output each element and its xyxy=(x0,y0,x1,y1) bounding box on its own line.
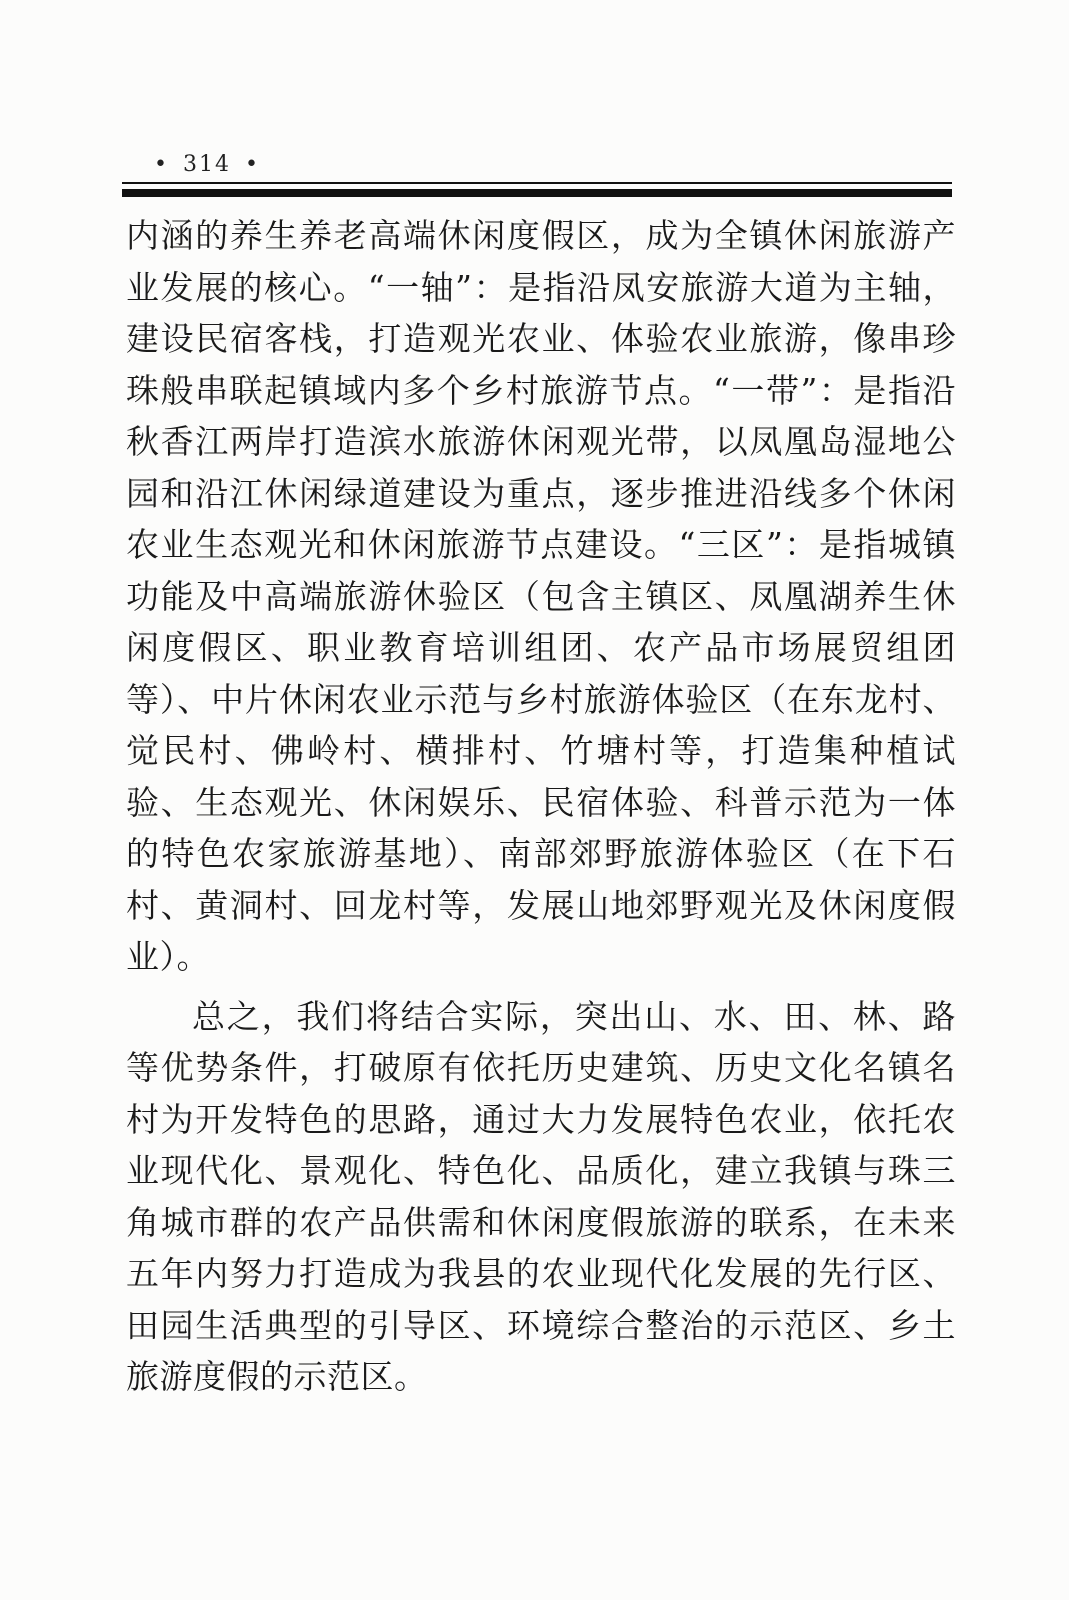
paragraph-conclusion: 总之，我们将结合实际，突出山、水、田、林、路等优势条件，打破原有依托历史建筑、历史文化名镇名村为开发特色的思路，通过大力发展特色农业，依托农业现代化、景观化、特色化、品质化，建立我镇与珠三角城市群的农产品供需和休闲度假旅游的联系，在未来五年内努力打造成为我县的农业现代化发展的先行区、田园生活典型的引导区、环境综合整治的示范区、乡土旅游度假的示范区。 xyxy=(126,996,956,1396)
header-bullet-left: • xyxy=(154,152,169,177)
page-number: 314 xyxy=(182,152,231,177)
header-bullet-right: • xyxy=(244,152,260,177)
body-text xyxy=(126,210,956,1403)
header-rule-thick xyxy=(122,189,952,197)
page-header xyxy=(140,152,274,177)
header-rule-thin xyxy=(122,182,952,184)
paragraph-continued: 内涵的养生养老高端休闲度假区，成为全镇休闲旅游产业发展的核心。“一轴”：是指沿凤安旅游大道为主轴，建设民宿客栈，打造观光农业、体验农业旅游，像串珍珠般串联起镇域内多个乡村旅游节点。“一带”：是指沿秋香江两岸打造滨水旅游休闲观光带，以凤凰岛湿地公园和沿江休闲绿道建设为重点，逐步推进沿线多个休闲农业生态观光和休闲旅游节点建设。“三区”：是指城镇功能及中高端旅游休验区（包含主镇区、凤凰湖养生休闲度假区、职业教育培训组团、农产品市场展贸组团等）、中片休闲农业示范与乡村旅游体验区（在东龙村、觉民村、佛岭村、横排村、竹塘村等，打造集种植试验、生态观光、休闲娱乐、民宿体验、科普示范为一体的特色农家旅游基地）、南部郊野旅游体验区（在下石村、黄洞村、回龙村等，发展山地郊野观光及休闲度假业）。 xyxy=(126,216,956,976)
